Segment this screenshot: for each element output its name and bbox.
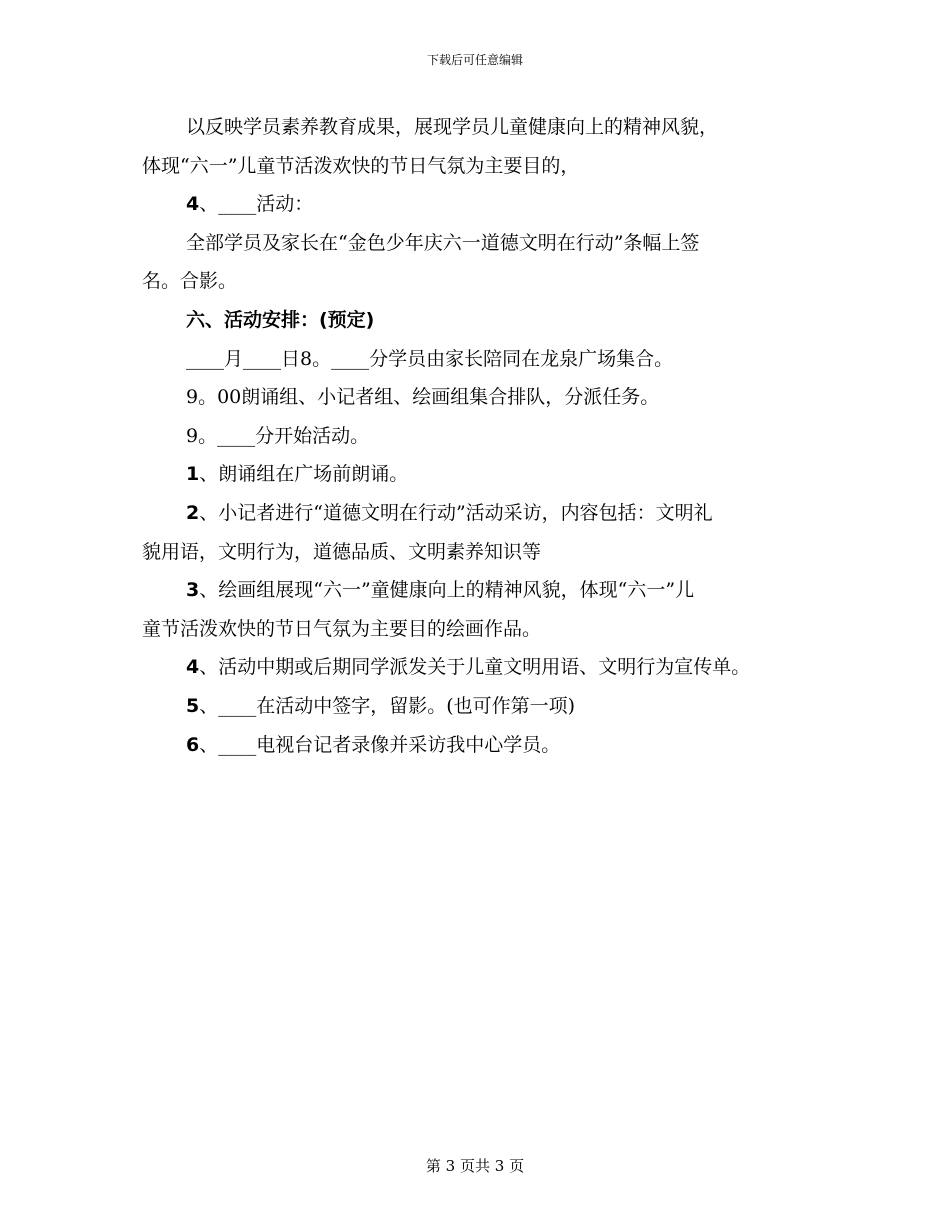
list-item-text: 、____活动： [199,193,314,216]
document-body [142,108,822,764]
list-item-number: 5 [186,694,200,717]
paragraph-line: 貌用语，文明行为，道德品质、文明素养知识等 [142,540,542,563]
list-item [142,648,822,687]
paragraph-line: 以反映学员素养教育成果，展现学员儿童健康向上的精神风貌， [186,116,719,138]
list-item-text: 、朗诵组在广场前朗诵。 [199,463,409,486]
list-item-number: 1 [186,463,200,486]
list-item-number: 2 [186,501,200,524]
schedule-line: 9。00朗诵组、小记者组、绘画组集合排队，分派任务。 [186,386,660,409]
list-item-number: 4 [186,193,200,216]
page-number: 第 3 页共 3 页 [425,1157,525,1175]
list-item-text: 、小记者进行“道德文明在行动”活动采访，内容包括：文明礼 [199,501,713,524]
list-item-text: 、活动中期或后期同学派发关于儿童文明用语、文明行为宣传单。 [199,656,751,679]
list-item-text: 、____电视台记者录像并采访我中心学员。 [199,733,561,756]
list-item [142,494,822,533]
list-item-number: 6 [186,733,200,756]
list-item [142,726,822,765]
list-item-text: 、绘画组展现“六一”童健康向上的精神风貌，体现“六一”儿 [199,579,695,602]
paragraph-line: 童节活泼欢快的节日气氛为主要目的绘画作品。 [142,617,542,640]
paragraph-line: 全部学员及家长在“金色少年庆六一道德文明在行动”条幅上签 [186,231,700,254]
paragraph-line: 体现“六一”儿童节活泼欢快的节日气氛为主要目的， [142,154,580,177]
list-item [142,185,822,224]
list-item [142,571,822,610]
page-header-note: 下载后可任意编辑 [426,53,523,67]
list-item-number: 4 [186,656,200,679]
list-item [142,455,822,494]
schedule-line: ____月____日8。____分学员由家长陪同在龙泉广场集合。 [186,347,674,370]
schedule-line: 9。____分开始活动。 [186,424,370,447]
list-item-text: 、____在活动中签字，留影。(也可作第一项) [199,694,576,717]
list-item-number: 3 [186,579,200,602]
paragraph-line: 名。合影。 [142,270,238,293]
list-item [142,687,822,726]
section-heading: 六、活动安排：(预定) [186,308,375,331]
